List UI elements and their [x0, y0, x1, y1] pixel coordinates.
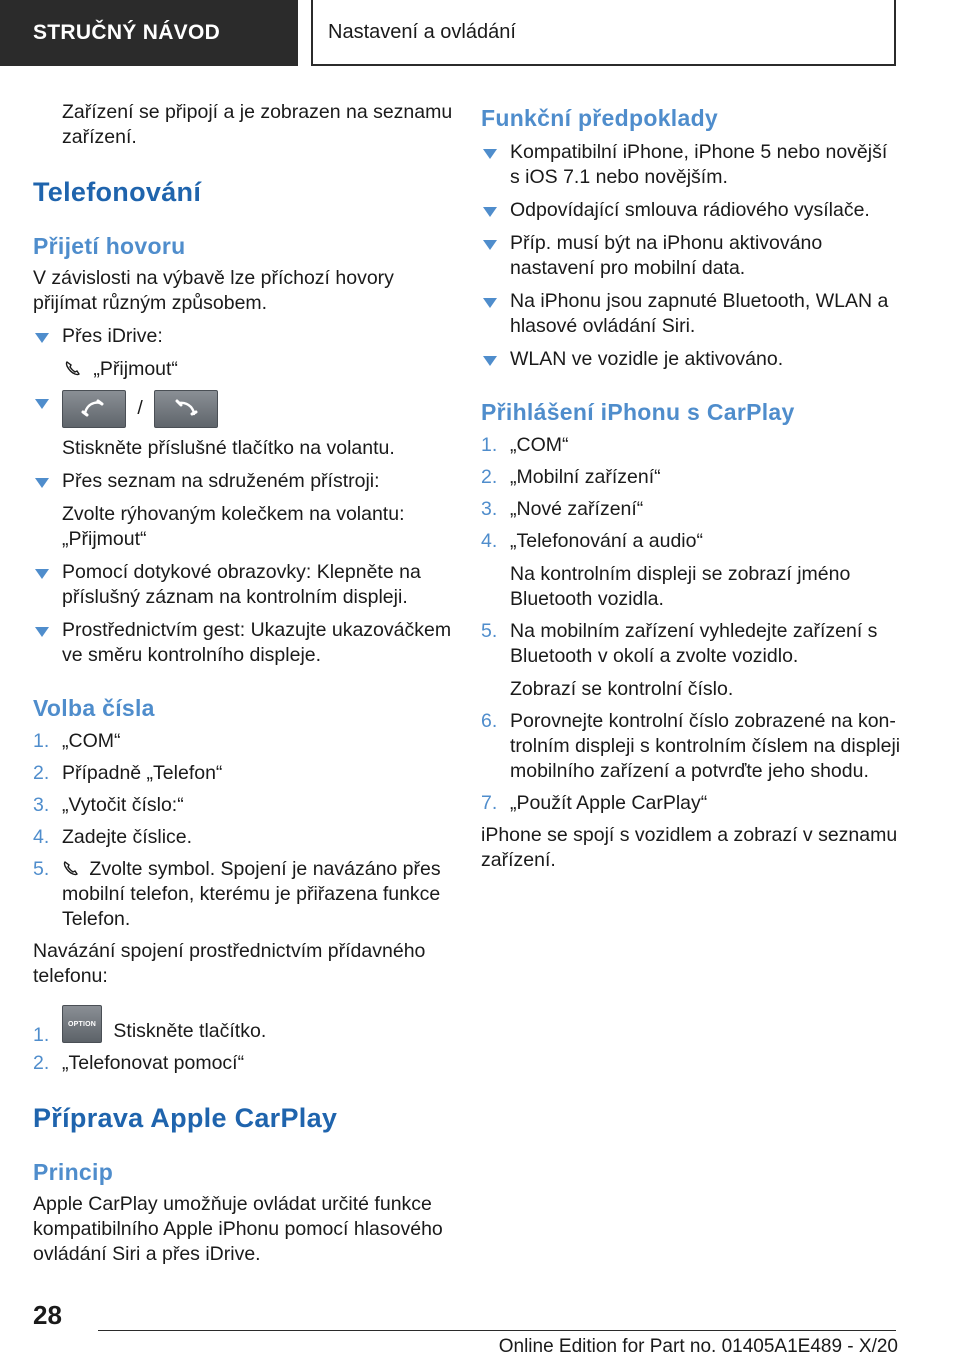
- list-item: 3. „Vytočit číslo:“: [33, 794, 184, 816]
- end-call-button-image: [154, 390, 218, 428]
- list-item: 4. „Telefonování a audio“ Na kontrolním displeji se zobrazí jméno Bluetooth vozidla.: [481, 529, 901, 612]
- list-item-subtext: Na kontrolním displeji se zobrazí jméno Bluetooth vozidla.: [510, 563, 851, 610]
- list-item: 1. OPTION Stiskněte tlačítko.: [33, 1005, 453, 1044]
- footer-divider: [98, 1330, 896, 1331]
- list-item: [33, 324, 453, 382]
- list-item: 2. „Telefonovat pomocí“: [33, 1052, 245, 1075]
- list-item-subtext: Zobrazí se kontrolní číslo.: [510, 678, 734, 700]
- edition-text: Online Edition for Part no. 01405A1E489 - X/20: [498, 1336, 898, 1357]
- list-item: Odpovídající smlouva rádiového vysílače.: [481, 198, 901, 223]
- heading-prijeti-hovoru: Přijetí hovoru: [33, 233, 186, 259]
- list-item: 1. „COM“: [33, 730, 121, 752]
- list-item-text: Přes iDrive:: [62, 325, 163, 347]
- phone-icon: [62, 859, 80, 877]
- list-item: 5. Zvolte symbol. Spojení je navázáno přes mobilní telefon, kterému je přiřazena funkce Telefon.: [33, 858, 441, 930]
- accept-call-button-image: [62, 390, 126, 428]
- header-section: STRUČNÝ NÁVOD: [0, 0, 298, 66]
- nav-list: [33, 1005, 453, 1076]
- prijeti-list: [33, 324, 453, 668]
- predpoklady-list: [481, 140, 901, 372]
- list-item: 2. „Mobilní zařízení“: [481, 466, 661, 488]
- heading-telefonovani: Telefonování: [33, 177, 202, 207]
- navazani-text: Navázání spojení prostřednictvím přídavného telefonu:: [33, 940, 426, 987]
- volba-list: [33, 729, 453, 932]
- intro-text: Zařízení se připojí a je zobrazen na seznamu zařízení.: [62, 101, 453, 148]
- right-column: [481, 100, 901, 873]
- steering-wheel-text: Stiskněte příslušné tlačítko na volantu.: [62, 437, 395, 459]
- prihlaseni-list: [481, 433, 901, 816]
- phone-icon: [64, 359, 82, 377]
- list-item-subtext: Zvolte rýhovaným kolečkem na volantu: „Přijmout“: [62, 503, 405, 550]
- heading-princip: Princip: [33, 1159, 114, 1186]
- princip-text: Apple CarPlay umožňuje ovládat určité funkce kompatibilního Apple iPhonu pomocí hlasového ovládání Siri a přes iDrive.: [33, 1193, 443, 1266]
- prijmout-label: „Přijmout“: [93, 358, 178, 380]
- list-item: Na iPhonu jsou zapnuté Bluetooth, WLAN a hlasové ovládání Siri.: [481, 289, 901, 339]
- heading-prihlaseni-iphonu: Přihlášení iPhonu s CarPlay: [481, 399, 795, 425]
- list-item: Prostřednictvím gest: Ukazujte ukazováčkem ve směru kontrolního displeje.: [33, 618, 453, 668]
- list-item: 6. Porovnejte kontrolní číslo zobrazené na kontrolním displeji s kontrolním číslem na displeji mobilního zařízení a potvrďte jeho shodu.: [481, 710, 901, 782]
- list-item: Příp. musí být na iPhonu aktivováno nastavení pro mobilní data.: [481, 231, 901, 281]
- list-item: 1. „COM“: [481, 434, 569, 456]
- list-item: [33, 469, 453, 552]
- list-item: 2. Případně „Telefon“: [33, 762, 223, 784]
- list-item: 7. „Použít Apple CarPlay“: [481, 792, 708, 814]
- heading-funkcni-predpoklady: Funkční předpoklady: [481, 105, 719, 131]
- list-item-text: Přes seznam na sdruženém přístroji:: [62, 470, 380, 492]
- list-item: 3. „Nové zařízení“: [481, 498, 644, 520]
- separator: /: [137, 397, 143, 420]
- phone-end-icon: [173, 399, 199, 419]
- heading-priprava-carplay: Příprava Apple CarPlay: [33, 1103, 338, 1134]
- list-item: 5. Na mobilním zařízení vyhledejte zařízení s Bluetooth v okolí a zvolte vozidlo. Zobrazí se kontrolní číslo.: [481, 619, 901, 702]
- page-number: 28: [33, 1300, 62, 1330]
- left-column: [33, 100, 453, 1267]
- list-item: [33, 390, 453, 461]
- list-item: Kompatibilní iPhone, iPhone 5 nebo novější s iOS 7.1 nebo novějším.: [481, 140, 901, 190]
- prijeti-text: V závislosti na výbavě lze příchozí hovory přijímat různým způsobem.: [33, 267, 394, 314]
- option-button-image: OPTION: [62, 1005, 102, 1043]
- header-chapter: Nastavení a ovládání: [311, 0, 896, 66]
- outro-text: iPhone se spojí s vozidlem a zobrazí v seznamu zařízení.: [481, 824, 898, 871]
- list-item: WLAN ve vozidle je aktivováno.: [481, 347, 901, 372]
- phone-accept-icon: [81, 399, 107, 419]
- list-item: 4. Zadejte číslice.: [33, 826, 193, 848]
- heading-volba-cisla: Volba čísla: [33, 695, 155, 721]
- list-item: Pomocí dotykové obrazovky: Klepněte na příslušný záznam na kontrolním displeji.: [33, 560, 453, 610]
